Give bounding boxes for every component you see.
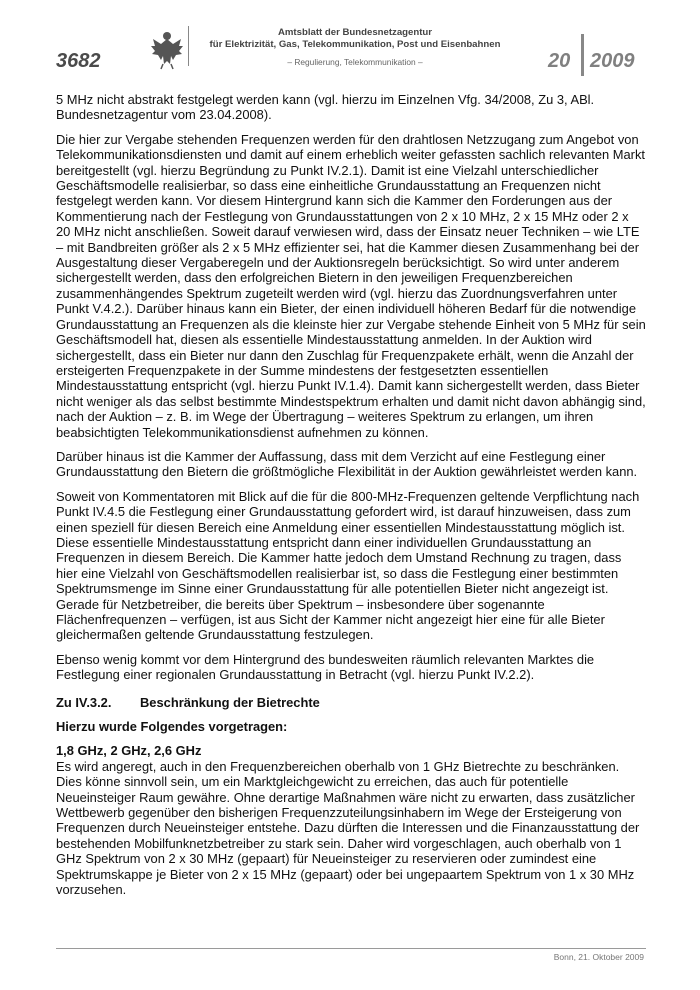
sub-heading: Hierzu wurde Folgendes vorgetragen: xyxy=(56,719,288,735)
section-heading xyxy=(56,695,646,710)
footer-date: Bonn, 21. Oktober 2009 xyxy=(553,952,644,962)
publication-section: – Regulierung, Telekommunikation – xyxy=(287,57,423,67)
federal-eagle-icon xyxy=(150,30,184,70)
paragraph: 5 MHz nicht abstrakt festgelegt werden kann (vgl. hierzu im Einzelnen Vfg. 34/2008, Zu 3, ABl. Bundesnetzagentur vom 23.04.2008). xyxy=(56,92,595,123)
issue-year: 2009 xyxy=(590,50,635,72)
paragraph: Die hier zur Vergabe stehenden Frequenzen werden für den drahtlosen Netzzugang zum Angebot von Telekommunikationsdiensten und damit auf einem erheblich weiter gefassten sachlich relevanten Markt bereitgestellt (vgl. hierzu Begründung zu Punkt IV.2.1). Damit ist eine Vielzahl unterschiedlicher Geschäftsmodelle realisierbar, so dass eine einheitliche Grundausstattung an Frequenzen nicht festgelegt werden kann. Vor diesem Hintergrund kann sich die Kammer den Forderungen aus der Kommentierung nach der Festlegung von Grundausstattungen von 2 x 10 MHz, 2 x 15 MHz oder 2 x 20 MHz nicht anschließen. Soweit darauf verwiesen wird, dass der Einsatz neuer Techniken – wie LTE – mit Bandbreiten größer als 2 x 5 MHz effizienter sei, hat die Kammer diesen Zusammenhang bei der Ausgestaltung dieser Vergaberegeln und der Auktionsregeln berücksichtigt. So wird unter anderem sichergestellt werden, dass den erfolgreichen Bietern in den jeweiligen Frequenzbereichen zusammenhängendes Spektrum zugeteilt werden wird (vgl. hierzu das Zuordnungsverfahren unter Punkt V.4.2.). Darüber hinaus kann ein Bieter, der einen individuell höheren Bedarf für die notwendige Grundausstattung an Frequenzen als die kleinste hier zur Vergabe stehende Einheit von 5 MHz für sein Geschäftsmodell hat, diesen als essentielle Mindestausstattung anmelden. In der Auktion wird sichergestellt, dass ein Bieter nur dann den Zuschlag für Frequenzpakete erhält, wenn die Anzahl der ersteigerten Frequenzpakete in der Summe mindestens der festgesetzten essentiellen Mindestausstattung entspricht (vgl. hierzu Punkt IV.1.4). Damit kann sichergestellt werden, dass Bieter nicht weniger als das selbst bestimmte Mindestspektrum erhalten und damit nicht davon abhängig sind, nach der Auktion – z. B. im Wege der Übertragung – weiteres Spektrum zu erlangen, um ihren beabsichtigten Telekommunikationsdienst aufnehmen zu können. xyxy=(56,131,646,440)
document-body xyxy=(56,92,646,898)
page-header xyxy=(0,0,700,90)
section-number: Zu IV.3.2. xyxy=(56,694,112,710)
header-divider xyxy=(188,26,189,66)
footer-divider xyxy=(56,948,646,949)
publication-line-1: Amtsblatt der Bundesnetzagentur xyxy=(277,27,433,38)
paragraph: Es wird angeregt, auch in den Frequenzbereichen oberhalb von 1 GHz Bietrechte zu beschränken. Dies könne sinnvoll sein, um ein Marktgleichgewicht zu erreichen, das auch für potentielle Neueinsteiger Raum gewähre. Ohne derartige Maßnahmen wäre nicht zu erwarten, dass zusätzlicher Wettbewerb gegenüber den bisherigen Frequenzzuteilungsinhabern im Wege der Ersteigerung von Frequenzen durch Neueinsteiger entstehe. Dazu dürften die Interessen und die Finanzausstattung der bestehenden Mobilfunknetzbetreiber zu stark sein. Daher wird vorgeschlagen, auch oberhalb von 1 GHz Spektrum von 2 x 30 MHz (gepaart) für Neueinsteiger zu reservieren oder zumindest eine Spektrumskappe je Bieter von 2 x 15 MHz (gepaart) oder bei ungepaartem Spektrum von 1 x 30 MHz vorzusehen. xyxy=(56,758,640,898)
paragraph: Ebenso wenig kommt vor dem Hintergrund des bundesweiten räumlich relevanten Marktes die Festlegung einer regionalen Grundausstattung in Betracht (vgl. hierzu Punkt IV.2.2). xyxy=(56,651,595,683)
issue-separator xyxy=(581,34,584,76)
section-title: Beschränkung der Bietrechte xyxy=(140,694,320,710)
publication-title xyxy=(200,27,510,68)
issue-number: 20 xyxy=(548,50,571,72)
publication-line-2: für Elektrizität, Gas, Telekommunikation, Post und Eisenbahnen xyxy=(209,39,501,50)
paragraph: Darüber hinaus ist die Kammer der Auffassung, dass mit dem Verzicht auf eine Festlegung einer Grundausstattung den Bietern die größtmögliche Flexibilität in der Auktion gewährleistet werden kann. xyxy=(56,448,638,480)
paragraph: Soweit von Kommentatoren mit Blick auf die für die 800-MHz-Frequenzen geltende Verpflichtung nach Punkt IV.4.5 die Festlegung einer Grundausstattung gefordert wird, ist darauf hinzuweisen, dass zum einen speziell für diesen Bereich eine Anmeldung einer essentiellen Mindestausstattung möglich ist. Diese essentielle Mindestausstattung entspricht dann einer individuellen Grundausstattung an Frequenzen in diesem Bereich. Die Kammer hatte jedoch dem Umstand Rechnung zu tragen, dass hier eine Vielzahl von Geschäftsmodellen realisierbar ist, so dass die Festlegung einer bestimmten Spektrumsmenge im Sinne einer Grundausstattung für alle potentiellen Bieter nicht angezeigt ist. Gerade für Netzbetreiber, die bereits über Spektrum – insbesondere über sogenannte Flächenfrequenzen – verfügen, ist aus Sicht der Kammer nicht angezeigt hier eine für alle Bieter gleichermaßen geltende Grundausstattung festzulegen. xyxy=(56,488,640,643)
page-number: 3682 xyxy=(56,50,101,72)
frequency-heading: 1,8 GHz, 2 GHz, 2,6 GHz xyxy=(56,743,202,759)
